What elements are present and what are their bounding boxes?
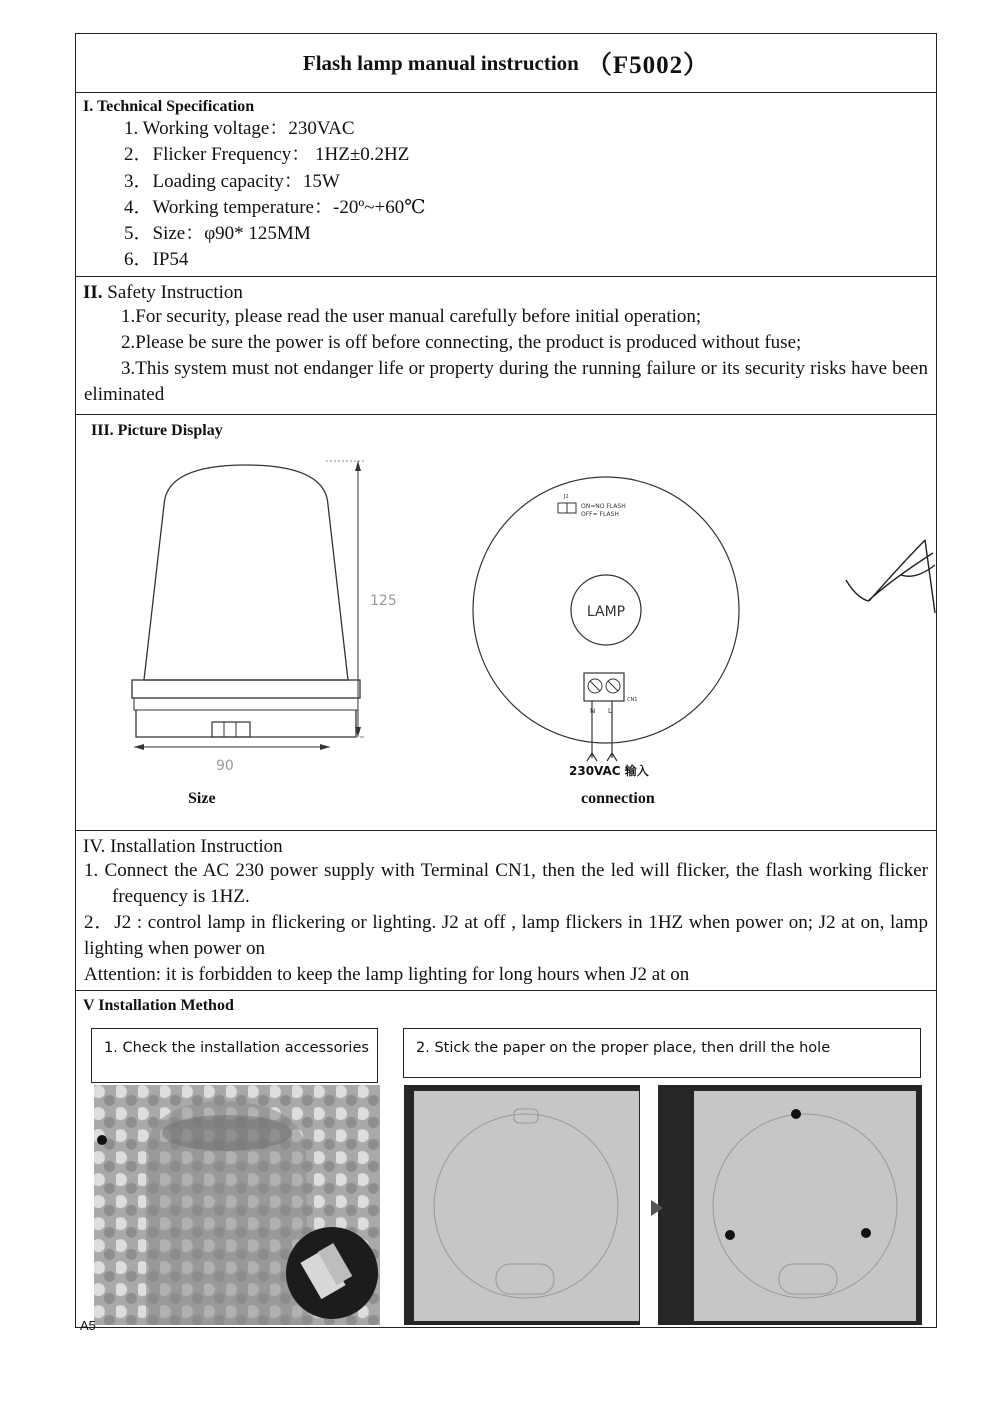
jumper-on-text: ON=NO FLASH <box>581 502 626 510</box>
picture-heading: III. Picture Display <box>91 421 223 439</box>
paper-template-before <box>414 1091 639 1321</box>
connection-diagram <box>466 470 746 780</box>
installation-instruction-section <box>76 831 936 991</box>
safety-item: 1.For security, please read the user manual carefully before initial operation; <box>121 305 702 327</box>
safety-item: 3.This system must not endanger life or property during the running failure or its security risks have been eliminated <box>84 357 928 405</box>
spec-item: 3．Loading capacity：15W <box>124 170 340 192</box>
handwritten-mark <box>841 535 936 615</box>
jumper-off-text: OFF= FLASH <box>581 510 619 518</box>
lamp-label: LAMP <box>586 603 626 620</box>
installation-item <box>76 858 936 910</box>
jumper-label: J2 <box>564 493 569 500</box>
picture-area <box>76 440 936 830</box>
safety-instruction-section <box>76 277 936 415</box>
method-heading: V Installation Method <box>83 996 234 1014</box>
picture-display-section <box>76 415 936 831</box>
attention-note: Attention: it is forbidden to keep the lamp lighting for long hours when J2 at on <box>84 963 690 985</box>
height-dimension-label: 125 <box>370 592 397 609</box>
input-voltage-label: 230VAC 输入 <box>569 763 649 778</box>
document-title: Flash lamp manual instruction <box>302 50 579 75</box>
safety-heading-text: Safety Instruction <box>107 281 243 303</box>
safety-heading: II. Safety Instruction <box>83 281 243 303</box>
spec-item: 1. Working voltage：230VAC <box>124 118 355 139</box>
technical-specification-section <box>76 93 936 277</box>
spec-item: 6．IP54 <box>124 249 189 271</box>
size-caption: Size <box>188 789 216 807</box>
title-row <box>76 34 936 93</box>
arrow-right-icon <box>651 1200 663 1216</box>
step2-label-box: 2. Stick the paper on the proper place, then drill the hole <box>403 1028 921 1078</box>
spec-item: 4．Working temperature：-20º~+60℃ <box>124 196 426 218</box>
wire-l-label: L <box>608 706 612 715</box>
step1-label-box: 1. Check the installation accessories <box>91 1028 378 1083</box>
installation-heading: IV. Installation Instruction <box>83 835 283 857</box>
spec-item: 2．Flicker Frequency： 1HZ±0.2HZ <box>124 144 410 166</box>
connection-caption: connection <box>581 789 655 807</box>
installation-method-section <box>76 991 936 1327</box>
paper-template-after <box>694 1091 916 1321</box>
drilling-template-photo <box>404 1085 922 1325</box>
paper-template-after-art <box>694 1091 916 1321</box>
safety-item: 2.Please be sure the power is off before connecting, the product is produced without fuse; <box>121 331 802 353</box>
manual-page <box>75 33 937 1328</box>
accessories-photo <box>94 1085 380 1325</box>
accessories-photo-art <box>94 1085 380 1325</box>
terminal-label: CN1 <box>627 696 638 703</box>
lamp-size-drawing <box>116 455 416 775</box>
paper-template-before-art <box>414 1091 639 1321</box>
tech-spec-heading: I. Technical Specification <box>83 98 255 115</box>
width-dimension-label: 90 <box>216 757 234 774</box>
spec-item: 5．Size：φ90* 125MM <box>124 223 311 245</box>
installation-item-2: 2．J2 : control lamp in flickering or lighting. J2 at off , lamp flickers in 1HZ when power on; J2 at on, lamp lighting when power on <box>84 911 928 959</box>
model-code: （F5002） <box>586 52 710 79</box>
page-label: A5 <box>80 1318 96 1333</box>
tech-spec-list <box>76 116 936 276</box>
installation-item-1: 1. Connect the AC 230 power supply with Terminal CN1, then the led will flicker, the flash working flicker frequency is 1HZ. <box>84 859 928 907</box>
wire-n-label: N <box>590 706 596 715</box>
